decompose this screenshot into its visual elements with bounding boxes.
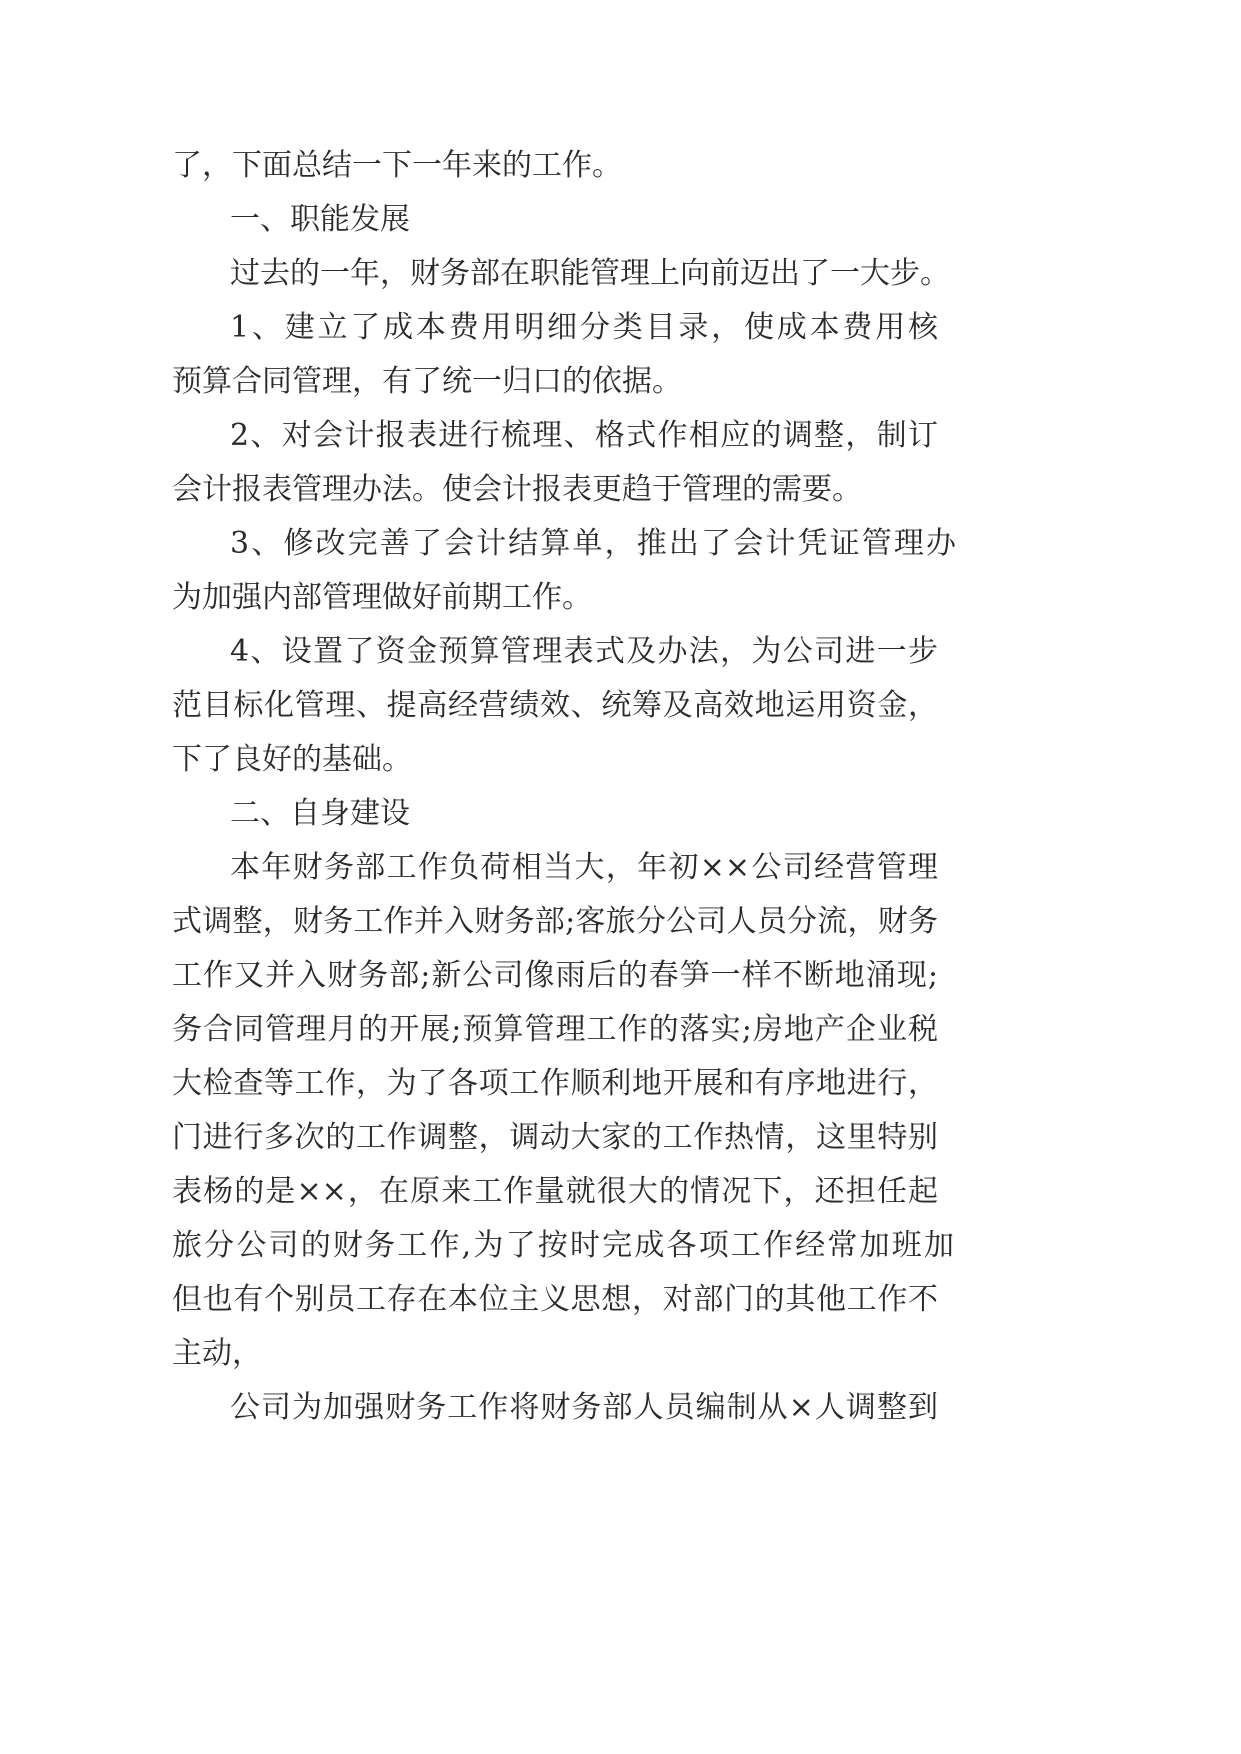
text-line: 下了良好的基础。 <box>172 742 412 777</box>
section-heading: 二、自身建设 <box>230 796 410 831</box>
text-line: 主动， <box>172 1336 262 1371</box>
text-line: 表杨的是××，在原来工作量就很大的情况下，还担任起 <box>172 1174 938 1209</box>
text-line: 为加强内部管理做好前期工作。 <box>172 580 592 615</box>
section-heading: 一、职能发展 <box>230 202 410 237</box>
text-line: 会计报表管理办法。使会计报表更趋于管理的需要。 <box>172 472 862 507</box>
text-line: 大检查等工作，为了各项工作顺利地开展和有序地进行， <box>172 1066 938 1101</box>
text-line: 旅分公司的财务工作,为了按时完成各项工作经常加班加 <box>172 1228 954 1263</box>
text-line: 务合同管理月的开展;预算管理工作的落实;房地产企业税 <box>172 1012 938 1047</box>
text-line: 3、修改完善了会计结算单，推出了会计凭证管理办 <box>230 526 956 561</box>
text-line: 工作又并入财务部;新公司像雨后的春笋一样不断地涌现; <box>172 958 938 993</box>
text-line: 公司为加强财务工作将财务部人员编制从×人调整到 <box>230 1390 938 1425</box>
text-line: 范目标化管理、提高经营绩效、统筹及高效地运用资金， <box>172 688 938 723</box>
text-line: 本年财务部工作负荷相当大，年初××公司经营管理 <box>230 850 938 885</box>
text-line: 门进行多次的工作调整，调动大家的工作热情，这里特别 <box>172 1120 938 1155</box>
text-line: 2、对会计报表进行梳理、格式作相应的调整，制订 <box>230 418 938 453</box>
text-line: 1、建立了成本费用明细分类目录，使成本费用核 <box>230 310 938 345</box>
text-line: 了，下面总结一下一年来的工作。 <box>172 148 622 183</box>
text-line: 预算合同管理，有了统一归口的依据。 <box>172 364 682 399</box>
text-line: 过去的一年，财务部在职能管理上向前迈出了一大步。 <box>230 256 950 291</box>
text-line: 但也有个别员工存在本位主义思想，对部门的其他工作不 <box>172 1282 938 1317</box>
text-line: 式调整，财务工作并入财务部;客旅分公司人员分流，财务 <box>172 904 938 939</box>
text-line: 4、设置了资金预算管理表式及办法，为公司进一步 <box>230 634 938 669</box>
